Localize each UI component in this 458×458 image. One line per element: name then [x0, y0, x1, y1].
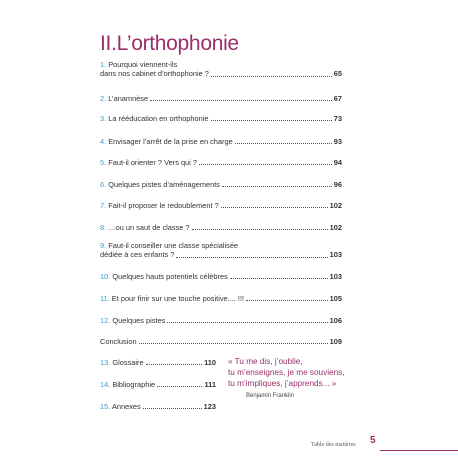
- toc-entry-12[interactable]: [100, 316, 342, 325]
- toc-entry-number: 3.: [100, 114, 107, 123]
- dot-leader: [211, 76, 332, 77]
- toc-entry-number: 1.: [100, 60, 107, 69]
- toc-entry-2[interactable]: [100, 94, 342, 103]
- toc-entry-number: 5.: [100, 158, 107, 167]
- toc-entry-11[interactable]: [100, 294, 342, 303]
- toc-entry-text: dédiée à ces enfants ?: [100, 250, 175, 260]
- toc-entry-text: Faut-il orienter ? Vers qui ?: [108, 158, 197, 167]
- toc-entry-number: 7.: [100, 201, 107, 210]
- toc-entry-text: L’anamnèse: [108, 94, 149, 103]
- toc-entry-number: 14.: [100, 380, 111, 389]
- toc-entry-page: 93: [333, 137, 342, 146]
- toc-entry-4[interactable]: [100, 137, 342, 146]
- dot-leader: [146, 364, 203, 365]
- toc-entry-13[interactable]: [100, 358, 216, 367]
- toc-entry-text: dans nos cabinet d’orthophonie ?: [100, 69, 209, 79]
- quote-line: « Tu me dis, j’oublie,: [228, 357, 303, 366]
- toc-entry-number: 4.: [100, 137, 107, 146]
- dot-leader: [143, 408, 202, 409]
- toc-entry-text: Fait-il proposer le redoublement ?: [108, 201, 219, 210]
- toc-entry-number: 2.: [100, 94, 107, 103]
- toc-entry-page: 94: [333, 158, 342, 167]
- toc-entry-page: 110: [204, 358, 216, 367]
- toc-entry-text: Bibliographie: [112, 380, 156, 389]
- toc-entry-page: 73: [333, 114, 342, 123]
- footer-label: Table des matières: [311, 442, 356, 448]
- toc-entry-text: La rééducation en orthophonie: [108, 114, 209, 123]
- toc-entry-8[interactable]: [100, 223, 342, 232]
- section-title: II.L’orthophonie: [100, 32, 239, 55]
- toc-entry-number: 10.: [100, 272, 111, 281]
- toc-entry-15[interactable]: [100, 402, 216, 411]
- quote-line: tu m’impliques, j’apprends... »: [228, 379, 337, 388]
- toc-entry-text: Envisager l’arrêt de la prise en charge: [108, 137, 233, 146]
- dot-leader: [139, 343, 328, 344]
- dot-leader: [246, 300, 328, 301]
- dot-leader: [222, 186, 332, 187]
- dot-leader: [230, 278, 328, 279]
- toc-entry-10[interactable]: [100, 272, 342, 281]
- toc-entry-page: 111: [204, 380, 216, 389]
- toc-entry-number: 9.: [100, 241, 107, 250]
- toc-entry-page: 102: [329, 223, 342, 232]
- toc-entry-text: Quelques pistes: [112, 316, 166, 325]
- quote-line: tu m’enseignes, je me souviens,: [228, 368, 345, 377]
- toc-entry-text: Et pour finir sur une touche positive.... !!!: [111, 294, 245, 303]
- dot-leader: [211, 120, 332, 121]
- toc-entry-number: 11.: [100, 294, 110, 303]
- footer-rule: [380, 450, 458, 451]
- toc-entry-page: 103: [329, 250, 342, 260]
- toc-entry-text: Pourquoi viennent-ils: [108, 60, 178, 69]
- toc-entry-number: 6.: [100, 180, 107, 189]
- toc-entry-conclusion[interactable]: [100, 337, 342, 346]
- toc-entry-page: 123: [203, 402, 216, 411]
- toc-entry-number: 15.: [100, 402, 111, 411]
- dot-leader: [235, 143, 332, 144]
- toc-entry-page: 67: [333, 94, 342, 103]
- toc-entry-number: 8.: [100, 223, 107, 232]
- dot-leader: [192, 229, 328, 230]
- page-number: 5: [370, 435, 376, 446]
- dot-leader: [157, 386, 202, 387]
- toc-entry-9[interactable]: [100, 241, 342, 260]
- toc-entry-page: 96: [333, 180, 342, 189]
- toc-entry-page: 102: [329, 201, 342, 210]
- toc-entry-text: …ou un saut de classe ?: [108, 223, 190, 232]
- toc-entry-text: Faut-il conseiller une classe spécialisée: [108, 241, 239, 250]
- toc-entry-7[interactable]: [100, 201, 342, 210]
- dot-leader: [150, 100, 332, 101]
- toc-entry-text: Quelques pistes d’aménagements: [108, 180, 220, 189]
- toc-entry-page: 109: [329, 337, 342, 346]
- quote-author: Benjamin Franklin: [246, 393, 295, 399]
- dot-leader: [167, 322, 327, 323]
- toc-entry-3[interactable]: [100, 114, 342, 123]
- dot-leader: [176, 257, 327, 258]
- toc-entry-text: Annexes: [111, 402, 141, 411]
- toc-entry-page: 65: [333, 69, 342, 79]
- toc-entry-1[interactable]: [100, 60, 342, 79]
- toc-entry-page: 103: [329, 272, 342, 281]
- dot-leader: [199, 164, 332, 165]
- toc-entry-text: Quelques hauts potentiels célèbres: [112, 272, 228, 281]
- dot-leader: [221, 207, 328, 208]
- toc-entry-number: 13.: [100, 358, 111, 367]
- toc-entry-text: Glossaire: [112, 358, 144, 367]
- toc-entry-14[interactable]: [100, 380, 216, 389]
- toc-entry-number: 12.: [100, 316, 111, 325]
- toc-entry-6[interactable]: [100, 180, 342, 189]
- toc-entry-5[interactable]: [100, 158, 342, 167]
- quote: [228, 356, 378, 389]
- toc-entry-page: 105: [329, 294, 342, 303]
- toc-entry-text: Conclusion: [100, 337, 137, 346]
- toc-entry-page: 106: [329, 316, 342, 325]
